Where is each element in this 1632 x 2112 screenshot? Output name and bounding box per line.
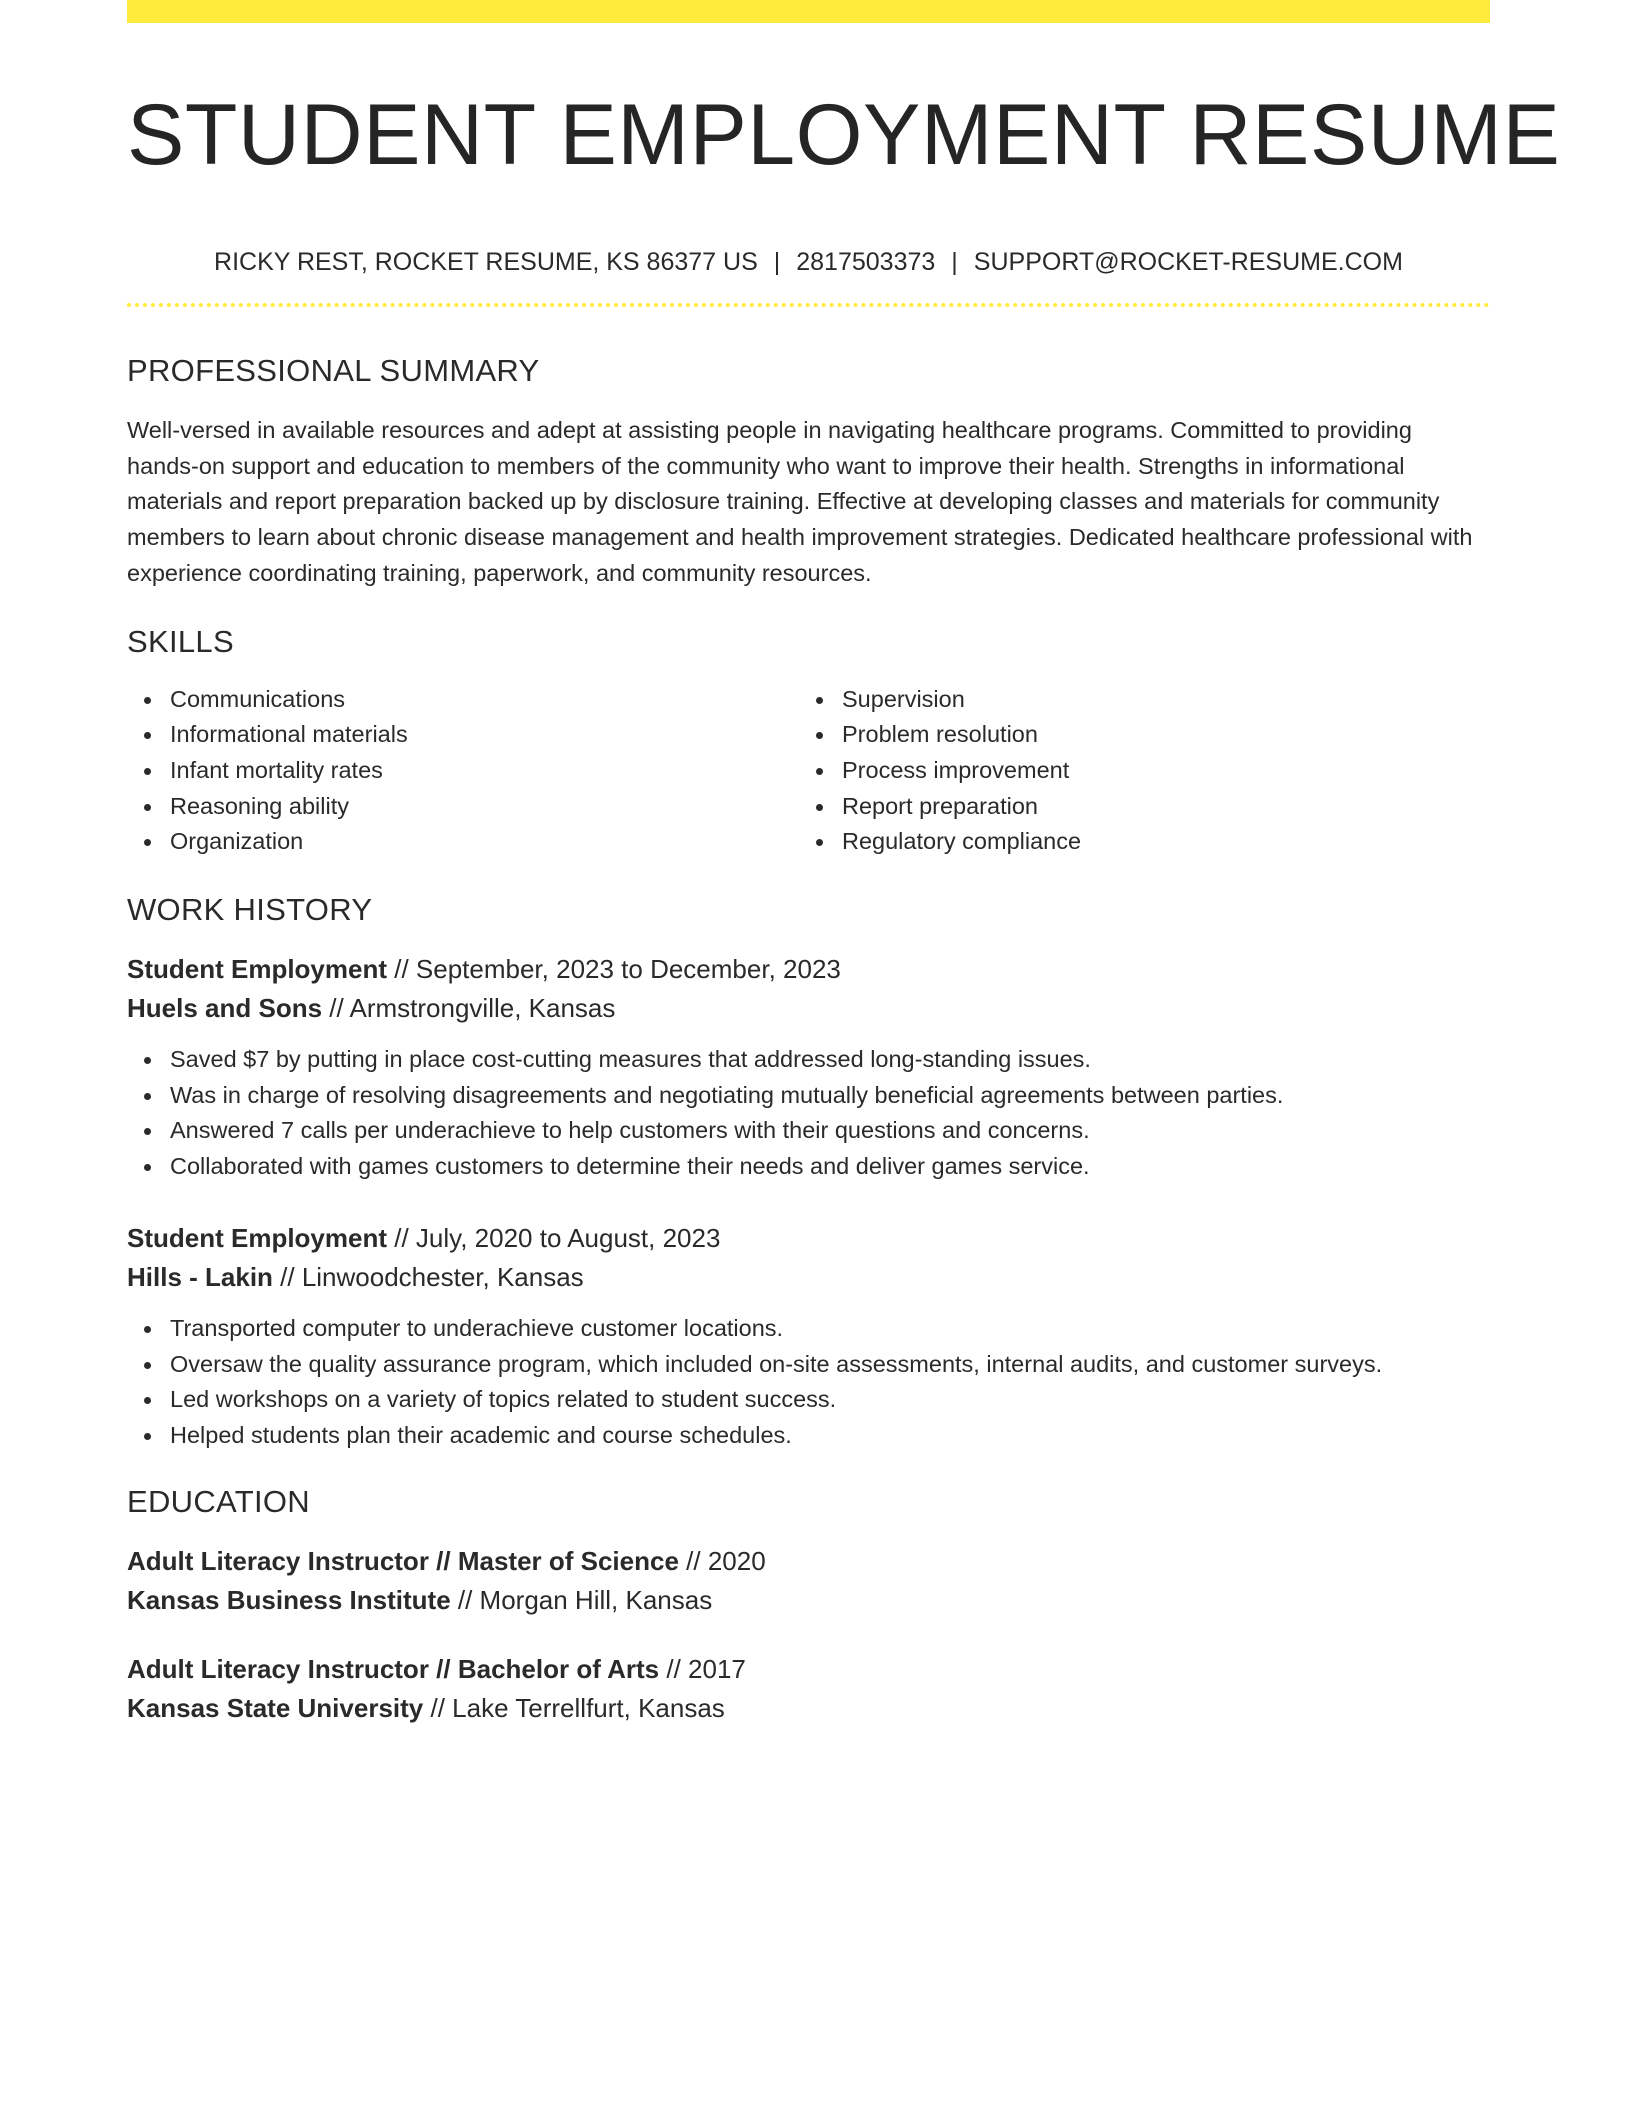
contact-separator: | xyxy=(773,248,781,276)
education-year: // 2020 xyxy=(678,1545,766,1576)
summary-heading: PROFESSIONAL SUMMARY xyxy=(127,353,540,388)
skills-list xyxy=(127,682,1490,861)
education-location: // Lake Terrellfurt, Kansas xyxy=(423,1692,725,1723)
job-location: // Armstrongville, Kansas xyxy=(322,993,616,1024)
skill-item: Problem resolution xyxy=(842,717,1471,753)
skill-item: Infant mortality rates xyxy=(170,753,799,789)
education-year: // 2017 xyxy=(659,1653,746,1684)
job-title: Student Employment xyxy=(127,1222,388,1253)
education-heading: EDUCATION xyxy=(127,1483,310,1519)
job-location: // Linwoodchester, Kansas xyxy=(272,1261,584,1292)
job-bullets xyxy=(127,1311,1490,1454)
skill-item: Supervision xyxy=(842,682,1471,718)
skill-item: Communications xyxy=(170,682,799,718)
job-entry xyxy=(127,950,1490,1185)
job-company: Hills - Lakin xyxy=(127,1261,273,1292)
job-company-line xyxy=(127,1258,1490,1297)
contact-address: RICKY REST, ROCKET RESUME, KS 86377 US xyxy=(214,248,758,276)
summary-text: Well-versed in available resources and adept at assisting people in navigating healthcare programs. Committed to providing hands-on support and education to members of the community who want to improve their health. Strengths in informational materials and report preparation backed up by disclosure training. Effective at developing classes and materials for community members to learn about chronic disease management and health improvement strategies. Dedicated healthcare professional with experience coordinating training, paperwork, and community resources. xyxy=(127,417,1473,586)
skills-heading: SKILLS xyxy=(127,623,234,659)
contact-separator: | xyxy=(951,248,958,276)
education-school-line xyxy=(127,1689,1490,1728)
dotted-divider xyxy=(127,303,1490,307)
skills-column-left xyxy=(127,682,799,861)
education-school-line xyxy=(127,1581,1490,1620)
job-bullet: Was in charge of resolving disagreements and negotiating mutually beneficial agreements between parties. xyxy=(170,1078,1490,1114)
work-history-heading: WORK HISTORY xyxy=(127,892,373,928)
job-dates: // July, 2020 to August, 2023 xyxy=(387,1222,721,1253)
job-company-line xyxy=(127,989,1490,1028)
education-entry xyxy=(127,1542,1490,1620)
job-dates: // September, 2023 to December, 2023 xyxy=(387,954,841,985)
skills-column-right xyxy=(799,682,1471,861)
resume-title: STUDENT EMPLOYMENT RESUME xyxy=(127,87,1561,183)
education-school: Kansas State University xyxy=(127,1692,424,1723)
job-bullet: Collaborated with games customers to determine their needs and deliver games service. xyxy=(170,1149,1490,1185)
skill-item: Report preparation xyxy=(842,789,1471,825)
skill-item: Organization xyxy=(170,824,799,860)
education-program-line xyxy=(127,1542,1490,1581)
job-bullet: Answered 7 calls per underachieve to help customers with their questions and concerns. xyxy=(170,1113,1490,1149)
skill-item: Reasoning ability xyxy=(170,789,799,825)
job-company: Huels and Sons xyxy=(127,993,323,1024)
education-school: Kansas Business Institute xyxy=(127,1584,451,1615)
education-program-line xyxy=(127,1650,1490,1689)
job-bullet: Saved $7 by putting in place cost-cutting measures that addressed long-standing issues. xyxy=(170,1042,1490,1078)
contact-line xyxy=(127,247,1490,277)
resume-page xyxy=(127,0,1561,1728)
accent-top-bar xyxy=(127,0,1490,23)
education-program: Adult Literacy Instructor // Bachelor of Arts xyxy=(127,1653,660,1684)
job-entry xyxy=(127,1219,1490,1454)
job-bullet: Transported computer to underachieve customer locations. xyxy=(170,1311,1490,1347)
job-title-line xyxy=(127,1219,1490,1258)
job-bullet: Led workshops on a variety of topics related to student success. xyxy=(170,1382,1490,1418)
contact-phone: 2817503373 xyxy=(796,248,936,276)
job-bullet: Helped students plan their academic and course schedules. xyxy=(170,1418,1490,1454)
job-bullets xyxy=(127,1042,1490,1185)
education-entry xyxy=(127,1650,1490,1728)
skill-item: Informational materials xyxy=(170,717,799,753)
job-title: Student Employment xyxy=(127,954,388,985)
job-bullet: Oversaw the quality assurance program, which included on-site assessments, internal audits, and customer surveys. xyxy=(170,1347,1490,1383)
skill-item: Process improvement xyxy=(842,753,1471,789)
job-title-line xyxy=(127,950,1490,989)
education-program: Adult Literacy Instructor // Master of Science xyxy=(127,1545,679,1576)
skill-item: Regulatory compliance xyxy=(842,824,1471,860)
education-location: // Morgan Hill, Kansas xyxy=(450,1584,713,1615)
contact-email: SUPPORT@ROCKET-RESUME.COM xyxy=(973,248,1403,276)
